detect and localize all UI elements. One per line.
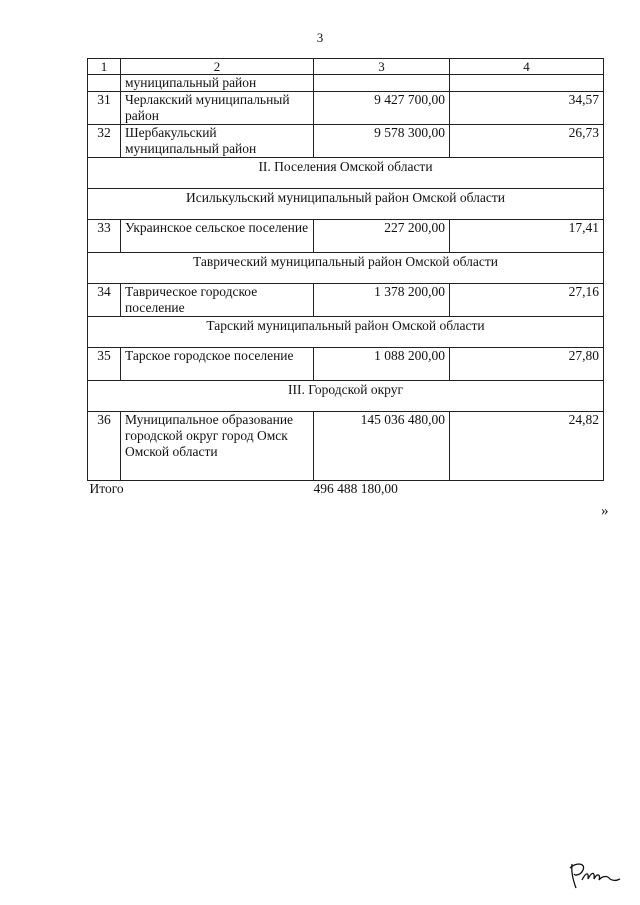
row-name: Шербакульский муниципальный район	[121, 125, 314, 158]
total-amount: 496 488 180,00	[314, 481, 604, 497]
row-name: Украинское сельское поселение	[121, 220, 314, 253]
district-heading: Исилькульский муниципальный район Омской области	[88, 189, 604, 220]
page-number: 3	[316, 30, 324, 45]
row-share: 27,16	[450, 284, 604, 317]
header-row	[88, 59, 604, 75]
continuation-name: муниципальный район	[121, 75, 314, 92]
section-heading-row	[88, 158, 604, 189]
row-share: 34,57	[450, 92, 604, 125]
row-amount: 145 036 480,00	[314, 412, 450, 481]
row-amount: 1 378 200,00	[314, 284, 450, 317]
header-col-3: 3	[314, 59, 450, 75]
section-heading: III. Городской округ	[88, 381, 604, 412]
row-name: Тарское городское поселение	[121, 348, 314, 381]
district-heading-row	[88, 189, 604, 220]
district-heading: Таврический муниципальный район Омской области	[88, 253, 604, 284]
row-number: 32	[88, 125, 121, 158]
continuation-row	[88, 75, 604, 92]
row-share: 17,41	[450, 220, 604, 253]
row-amount: 1 088 200,00	[314, 348, 450, 381]
row-number: 36	[88, 412, 121, 481]
total-row	[88, 481, 604, 497]
table-row	[88, 412, 604, 481]
section-heading: II. Поселения Омской области	[88, 158, 604, 189]
table-row	[88, 348, 604, 381]
row-number: 35	[88, 348, 121, 381]
table-row	[88, 220, 604, 253]
row-name: Таврическое городское поселение	[121, 284, 314, 317]
section-heading-row	[88, 381, 604, 412]
header-col-2: 2	[121, 59, 314, 75]
row-amount: 9 427 700,00	[314, 92, 450, 125]
row-share: 26,73	[450, 125, 604, 158]
district-heading: Тарский муниципальный район Омской области	[88, 317, 604, 348]
table-row	[88, 284, 604, 317]
row-amount: 9 578 300,00	[314, 125, 450, 158]
row-number: 31	[88, 92, 121, 125]
header-col-1: 1	[88, 59, 121, 75]
row-number: 33	[88, 220, 121, 253]
closing-quote: »	[601, 503, 609, 519]
district-heading-row	[88, 317, 604, 348]
row-share: 27,80	[450, 348, 604, 381]
header-col-4: 4	[450, 59, 604, 75]
district-heading-row	[88, 253, 604, 284]
row-share: 24,82	[450, 412, 604, 481]
signature-icon	[566, 858, 622, 892]
total-label: Итого	[88, 481, 314, 497]
row-name: Муниципальное образование городской округ город Омск Омской области	[121, 412, 314, 481]
allocation-table	[87, 58, 604, 496]
row-amount: 227 200,00	[314, 220, 450, 253]
row-number: 34	[88, 284, 121, 317]
row-name: Черлакский муниципальный район	[121, 92, 314, 125]
table-row	[88, 125, 604, 158]
table-row	[88, 92, 604, 125]
